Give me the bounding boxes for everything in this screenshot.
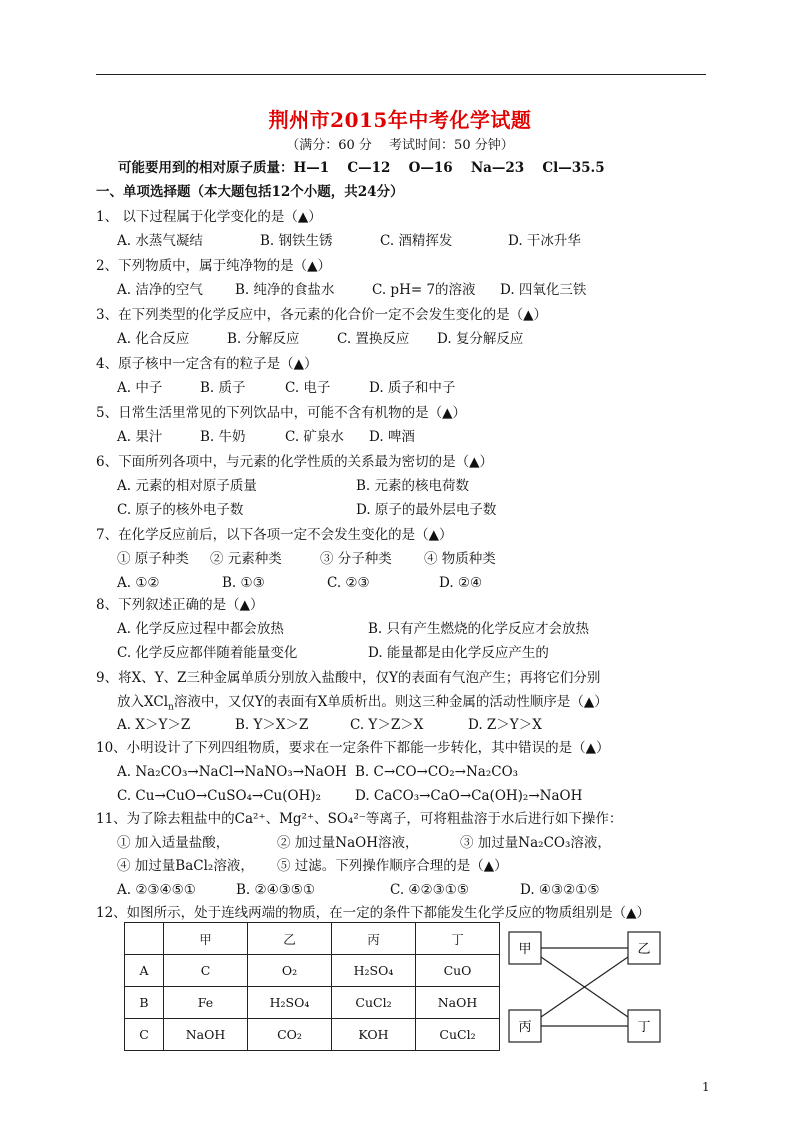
- table-cell: B: [125, 987, 164, 1019]
- label-ding: 丁: [637, 1020, 651, 1035]
- q11-option-b: B. ②④③⑤①: [236, 882, 316, 898]
- q7-option-b: B. ①③: [222, 575, 265, 591]
- label-yi: 乙: [637, 942, 651, 957]
- question-1-stem: 1、 以下过程属于化学变化的是（▲）: [96, 209, 322, 225]
- q6-option-a: A. 元素的相对原子质量: [117, 478, 257, 494]
- q1-option-a: A. 水蒸气凝结: [117, 233, 203, 249]
- q3-option-c: C. 置换反应: [337, 331, 410, 347]
- atomic-masses: 可能要用到的相对原子质量：H—1 C—12 O—16 Na—23 Cl—35.5: [118, 160, 605, 176]
- question-11-stem: 11、为了除去粗盐中的Ca²⁺、Mg²⁺、SO₄²⁻等离子，可将粗盐溶于水后进行如下操作：: [96, 811, 623, 827]
- q5-option-d: D. 啤酒: [369, 429, 415, 445]
- q10-option-d: D. CaCO₃→CaO→Ca(OH)₂→NaOH: [355, 788, 583, 804]
- q7-item-4: ④ 物质种类: [424, 551, 496, 567]
- table-cell: A: [125, 955, 164, 987]
- table-header-row: [125, 923, 500, 955]
- label-jia: 甲: [518, 942, 532, 957]
- q3-option-b: B. 分解反应: [227, 331, 300, 347]
- q9-option-a: A. X＞Y＞Z: [117, 717, 191, 733]
- table-cell: O₂: [248, 955, 332, 987]
- q8-option-b: B. 只有产生燃烧的化学反应才会放热: [368, 621, 590, 637]
- question-9-stem-line2: 放入XCl$_n$溶液中，又仅Y的表面有X单质析出。则这三种金属的活动性顺序是（▲）: [117, 694, 608, 713]
- table-cell: C: [164, 955, 248, 987]
- q11-step-3: ③ 加过量Na₂CO₃溶液，: [460, 835, 611, 851]
- q11-option-d: D. ④③②①⑤: [520, 882, 600, 898]
- q4-option-c: C. 电子: [285, 380, 331, 396]
- table-row: [125, 955, 500, 987]
- q2-option-c: C. pH= 7的溶液: [372, 282, 476, 298]
- q5-option-a: A. 果汁: [117, 429, 163, 445]
- q11-option-c: C. ④②③①⑤: [390, 882, 469, 898]
- q1-option-c: C. 酒精挥发: [380, 233, 453, 249]
- q10-option-b: B. C→CO→CO₂→Na₂CO₃: [355, 764, 519, 780]
- table-cell: H₂SO₄: [332, 955, 416, 987]
- table-cell: CO₂: [248, 1019, 332, 1051]
- page-title: 荆州市2015年中考化学试题: [268, 108, 532, 132]
- question-9-stem-line1: 9、将X、Y、Z三种金属单质分别放入盐酸中，仅Y的表面有气泡产生；再将它们分别: [96, 670, 601, 686]
- q7-option-a: A. ①②: [117, 575, 160, 591]
- q11-step-4: ④ 加过量BaCl₂溶液，: [117, 858, 254, 874]
- q9-option-b: B. Y＞X＞Z: [235, 717, 309, 733]
- question-12-stem: 12、如图所示，处于连线两端的物质，在一定的条件下都能发生化学反应的物质组别是（▲）: [96, 905, 651, 921]
- q5-option-c: C. 矿泉水: [285, 429, 344, 445]
- table-cell: NaOH: [416, 987, 500, 1019]
- question-5-stem: 5、日常生活里常见的下列饮品中，可能不含有机物的是（▲）: [96, 405, 466, 421]
- q9-option-c: C. Y＞Z＞X: [350, 717, 424, 733]
- table-header-cell: 丙: [332, 923, 416, 955]
- q11-step-5: ⑤ 过滤。下列操作顺序合理的是（▲）: [277, 858, 508, 874]
- q7-item-3: ③ 分子种类: [320, 551, 392, 567]
- question-7-stem: 7、在化学反应前后，以下各项一定不会发生变化的是（▲）: [96, 527, 453, 543]
- table-header-cell: 丁: [416, 923, 500, 955]
- table-cell: C: [125, 1019, 164, 1051]
- q11-option-a: A. ②③④⑤①: [117, 882, 196, 898]
- q3-option-a: A. 化合反应: [117, 331, 190, 347]
- q10-option-c: C. Cu→CuO→CuSO₄→Cu(OH)₂: [117, 788, 322, 804]
- q7-option-c: C. ②③: [327, 575, 370, 591]
- question-2-stem: 2、下列物质中，属于纯净物的是（▲）: [96, 258, 331, 274]
- q5-option-b: B. 牛奶: [200, 429, 246, 445]
- q7-item-2: ② 元素种类: [210, 551, 282, 567]
- section-heading: 一、单项选择题（本大题包括12个小题，共24分）: [96, 184, 404, 200]
- q6-option-d: D. 原子的最外层电子数: [356, 502, 497, 518]
- q11-step-2: ② 加过量NaOH溶液，: [277, 835, 419, 851]
- table-row: [125, 1019, 500, 1051]
- q4-option-a: A. 中子: [117, 380, 163, 396]
- question-4-stem: 4、原子核中一定含有的粒子是（▲）: [96, 356, 318, 372]
- q6-option-b: B. 元素的核电荷数: [356, 478, 470, 494]
- q7-item-1: ① 原子种类: [117, 551, 189, 567]
- table-header-cell: 乙: [248, 923, 332, 955]
- q1-option-d: D. 干冰升华: [508, 233, 581, 249]
- table-cell: KOH: [332, 1019, 416, 1051]
- question-6-stem: 6、下面所列各项中，与元素的化学性质的关系最为密切的是（▲）: [96, 454, 493, 470]
- q6-option-c: C. 原子的核外电子数: [117, 502, 244, 518]
- q4-option-b: B. 质子: [200, 380, 246, 396]
- label-bing: 丙: [518, 1020, 532, 1035]
- q9-option-d: D. Z＞Y＞X: [468, 717, 542, 733]
- exam-info: （满分：60 分 考试时间：50 分钟）: [286, 138, 514, 153]
- q2-option-d: D. 四氧化三铁: [500, 282, 587, 298]
- table-row: [125, 987, 500, 1019]
- q7-option-d: D. ②④: [439, 575, 483, 591]
- page-number: 1: [702, 1080, 710, 1094]
- table-cell: NaOH: [164, 1019, 248, 1051]
- q8-option-d: D. 能量都是由化学反应产生的: [368, 645, 549, 661]
- q11-step-1: ① 加入适量盐酸，: [117, 835, 230, 851]
- question-3-stem: 3、在下列类型的化学反应中，各元素的化合价一定不会发生变化的是（▲）: [96, 307, 547, 323]
- header-rule: [96, 74, 706, 75]
- table-cell: CuO: [416, 955, 500, 987]
- table-cell: CuCl₂: [416, 1019, 500, 1051]
- table-header-cell: 甲: [164, 923, 248, 955]
- table-header-cell: [125, 923, 164, 955]
- q2-option-b: B. 纯净的食盐水: [235, 282, 335, 298]
- question-10-stem: 10、小明设计了下列四组物质，要求在一定条件下都能一步转化，其中错误的是（▲）: [96, 740, 610, 756]
- q10-option-a: A. Na₂CO₃→NaCl→NaNO₃→NaOH: [117, 764, 347, 780]
- reaction-table: [124, 922, 500, 1051]
- table-cell: CuCl₂: [332, 987, 416, 1019]
- q3-option-d: D. 复分解反应: [437, 331, 524, 347]
- q2-option-a: A. 洁净的空气: [117, 282, 203, 298]
- q1-option-b: B. 钢铁生锈: [260, 233, 333, 249]
- q4-option-d: D. 质子和中子: [369, 380, 456, 396]
- q8-option-a: A. 化学反应过程中都会放热: [117, 621, 284, 637]
- q8-option-c: C. 化学反应都伴随着能量变化: [117, 645, 298, 661]
- question-8-stem: 8、下列叙述正确的是（▲）: [96, 597, 264, 613]
- table-cell: Fe: [164, 987, 248, 1019]
- reaction-diagram: [508, 925, 676, 1047]
- table-cell: H₂SO₄: [248, 987, 332, 1019]
